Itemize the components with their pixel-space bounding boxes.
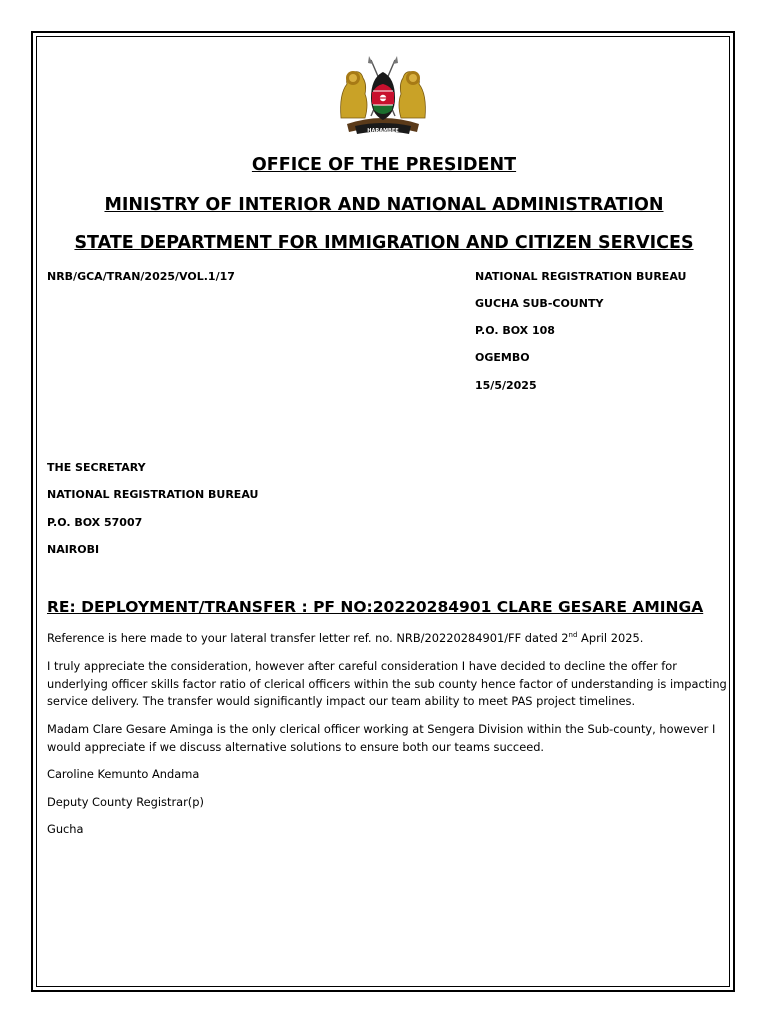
body-text: Reference is here made to your lateral transfer letter ref. no. NRB/20220284901/FF dated 2 (47, 631, 569, 645)
recipient-address-line: NATIONAL REGISTRATION BUREAU (47, 488, 259, 501)
page-border-inner (36, 36, 730, 987)
subject-line: RE: DEPLOYMENT/TRANSFER : PF NO:20220284901 CLARE GESARE AMINGA (47, 598, 704, 616)
recipient-address-line: P.O. BOX 57007 (47, 516, 143, 529)
sender-address-line: GUCHA SUB-COUNTY (475, 297, 604, 310)
body-paragraph: Madam Clare Gesare Aminga is the only clerical officer working at Sengera Division within the Sub-county, however I would appreciate if we discuss alternative solutions to ensure both our teams succeed. (47, 722, 716, 754)
signatory-title: Deputy County Registrar(p) (47, 795, 204, 809)
ordinal-suffix: nd (568, 631, 578, 640)
sender-address-line: NATIONAL REGISTRATION BUREAU (475, 270, 687, 283)
body-text: April 2025. (577, 631, 644, 645)
signatory-name: Caroline Kemunto Andama (47, 767, 200, 781)
body-paragraph: I truly appreciate the consideration, however after careful consideration I have decided to decline the offer for underlying officer skills factor ratio of clerical officers within the sub county hence factor of understanding is impacting service delivery. The transfer would significantly impact our team ability to meet PAS project timelines. (47, 659, 727, 709)
sender-address-line: P.O. BOX 108 (475, 324, 555, 337)
body-paragraph (47, 630, 727, 648)
heading-office: OFFICE OF THE PRESIDENT (251, 155, 517, 175)
heading-ministry: MINISTRY OF INTERIOR AND NATIONAL ADMINISTRATION (104, 195, 664, 215)
recipient-address-line: NAIROBI (47, 543, 100, 556)
reference-number: NRB/GCA/TRAN/2025/VOL.1/17 (47, 270, 235, 283)
coat-of-arms-icon (333, 54, 433, 138)
letter-date: 15/5/2025 (475, 379, 537, 392)
sender-address-line: OGEMBO (475, 351, 530, 364)
recipient-address-line: THE SECRETARY (47, 461, 146, 474)
svg-text:HARAMBEE: HARAMBEE (367, 128, 399, 134)
heading-department: STATE DEPARTMENT FOR IMMIGRATION AND CITIZEN SERVICES (74, 233, 694, 253)
signatory-location: Gucha (47, 822, 84, 836)
